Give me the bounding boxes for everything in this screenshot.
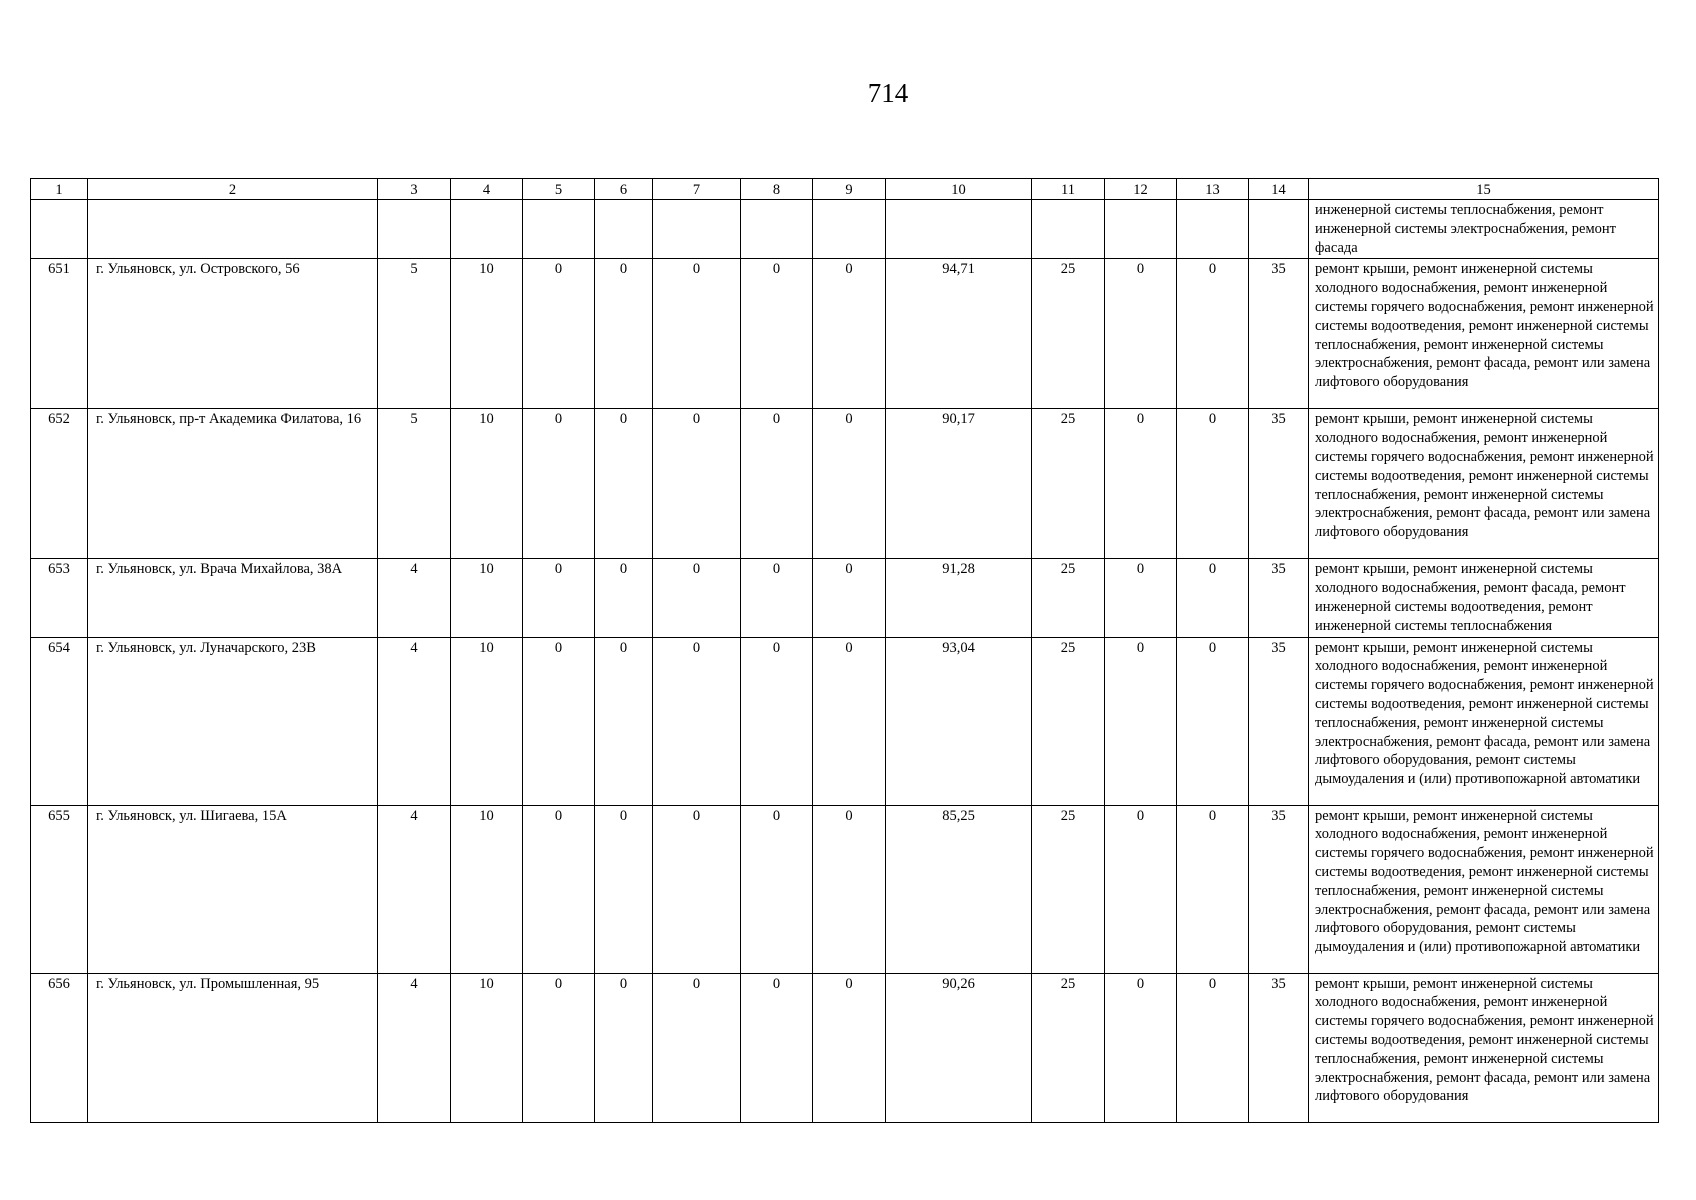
row-number: 651 [31,259,88,409]
value-cell: 0 [1105,259,1177,409]
value-cell: 4 [378,637,451,805]
value-cell: 25 [1032,805,1105,973]
row-number: 654 [31,637,88,805]
table-row [31,805,1659,973]
value-cell: 0 [741,637,813,805]
value-cell: 0 [741,805,813,973]
value-cell: 0 [595,973,653,1122]
registry-table [30,178,1659,1123]
value-cell: 0 [813,559,886,637]
value-cell: 0 [653,259,741,409]
column-header: 8 [741,179,813,200]
page-number: 714 [867,78,909,108]
value-cell: 90,17 [886,409,1032,559]
value-cell: 5 [378,259,451,409]
value-cell: 0 [653,973,741,1122]
column-header: 2 [88,179,378,200]
address-cell: г. Ульяновск, ул. Луначарского, 23В [88,637,378,805]
value-cell: 0 [1177,259,1249,409]
table-row [31,637,1659,805]
value-cell: 35 [1249,973,1309,1122]
value-cell: 10 [451,409,523,559]
value-cell: 4 [378,973,451,1122]
value-cell: 0 [1105,559,1177,637]
value-cell: 0 [523,973,595,1122]
value-cell: 0 [1105,805,1177,973]
value-cell: 0 [813,259,886,409]
value-cell: 0 [523,259,595,409]
value-cell: 10 [451,559,523,637]
column-header: 11 [1032,179,1105,200]
value-cell: 94,71 [886,259,1032,409]
works-cell: ремонт крыши, ремонт инженерной системы холодного водоснабжения, ремонт инженерной системы горячего водоснабжения, ремонт инженерной системы водоотведения, ремонт инженерной системы теплоснабжения, ремонт инженерной системы электроснабжения, ремонт фасада, ремонт или замена лифтового оборудования [1309,973,1659,1122]
value-cell: 25 [1032,409,1105,559]
value-cell: 0 [741,559,813,637]
column-header: 3 [378,179,451,200]
value-cell: 0 [595,637,653,805]
value-cell: 0 [741,409,813,559]
works-cell: ремонт крыши, ремонт инженерной системы холодного водоснабжения, ремонт инженерной системы горячего водоснабжения, ремонт инженерной системы водоотведения, ремонт инженерной системы теплоснабжения, ремонт инженерной системы электроснабжения, ремонт фасада, ремонт или замена лифтового оборудования, ремонт системы дымоудаления и (или) противопожарной автоматики [1309,805,1659,973]
value-cell: 0 [1105,409,1177,559]
value-cell: 0 [813,409,886,559]
column-header: 12 [1105,179,1177,200]
column-header: 7 [653,179,741,200]
value-cell: 0 [1177,409,1249,559]
value-cell: 85,25 [886,805,1032,973]
value-cell: 93,04 [886,637,1032,805]
column-header: 1 [31,179,88,200]
value-cell: 0 [813,973,886,1122]
value-cell: 0 [1177,973,1249,1122]
column-header: 5 [523,179,595,200]
works-cell: ремонт крыши, ремонт инженерной системы холодного водоснабжения, ремонт фасада, ремонт инженерной системы водоотведения, ремонт инженерной системы теплоснабжения [1309,559,1659,637]
works-cell: ремонт крыши, ремонт инженерной системы холодного водоснабжения, ремонт инженерной системы горячего водоснабжения, ремонт инженерной системы водоотведения, ремонт инженерной системы теплоснабжения, ремонт инженерной системы электроснабжения, ремонт фасада, ремонт или замена лифтового оборудования, ремонт системы дымоудаления и (или) противопожарной автоматики [1309,637,1659,805]
value-cell: 0 [653,637,741,805]
table-row [31,973,1659,1122]
column-header: 14 [1249,179,1309,200]
value-cell: 91,28 [886,559,1032,637]
value-cell: 35 [1249,559,1309,637]
value-cell: 35 [1249,259,1309,409]
value-cell: 25 [1032,637,1105,805]
value-cell: 25 [1032,973,1105,1122]
column-header: 4 [451,179,523,200]
value-cell: 35 [1249,409,1309,559]
value-cell: 4 [378,559,451,637]
value-cell: 0 [1105,637,1177,805]
value-cell: 10 [451,973,523,1122]
value-cell: 10 [451,637,523,805]
value-cell: 0 [523,409,595,559]
value-cell: 0 [1177,559,1249,637]
value-cell: 0 [523,559,595,637]
value-cell: 0 [595,259,653,409]
value-cell: 5 [378,409,451,559]
value-cell: 0 [595,559,653,637]
works-cell: инженерной системы теплоснабжения, ремонт инженерной системы электроснабжения, ремонт фасада [1309,200,1659,259]
value-cell: 0 [1177,805,1249,973]
works-cell: ремонт крыши, ремонт инженерной системы холодного водоснабжения, ремонт инженерной системы горячего водоснабжения, ремонт инженерной системы водоотведения, ремонт инженерной системы теплоснабжения, ремонт инженерной системы электроснабжения, ремонт фасада, ремонт или замена лифтового оборудования [1309,259,1659,409]
value-cell: 0 [595,409,653,559]
row-number: 656 [31,973,88,1122]
value-cell: 35 [1249,805,1309,973]
value-cell: 25 [1032,559,1105,637]
value-cell: 0 [653,805,741,973]
address-cell: г. Ульяновск, ул. Островского, 56 [88,259,378,409]
value-cell: 10 [451,805,523,973]
column-number-row [31,179,1659,200]
value-cell: 4 [378,805,451,973]
column-header: 15 [1309,179,1659,200]
value-cell: 0 [653,409,741,559]
address-cell: г. Ульяновск, пр-т Академика Филатова, 16 [88,409,378,559]
row-number: 655 [31,805,88,973]
table-row [31,559,1659,637]
value-cell: 0 [523,637,595,805]
continuation-row [31,200,1659,259]
value-cell: 25 [1032,259,1105,409]
value-cell: 0 [813,805,886,973]
column-header: 6 [595,179,653,200]
value-cell: 0 [523,805,595,973]
address-cell: г. Ульяновск, ул. Врача Михайлова, 38А [88,559,378,637]
row-number: 652 [31,409,88,559]
address-cell: г. Ульяновск, ул. Шигаева, 15А [88,805,378,973]
value-cell: 10 [451,259,523,409]
table-row [31,259,1659,409]
value-cell: 0 [741,259,813,409]
table-row [31,409,1659,559]
value-cell: 90,26 [886,973,1032,1122]
address-cell: г. Ульяновск, ул. Промышленная, 95 [88,973,378,1122]
value-cell: 35 [1249,637,1309,805]
works-cell: ремонт крыши, ремонт инженерной системы холодного водоснабжения, ремонт инженерной системы горячего водоснабжения, ремонт инженерной системы водоотведения, ремонт инженерной системы теплоснабжения, ремонт инженерной системы электроснабжения, ремонт фасада, ремонт или замена лифтового оборудования [1309,409,1659,559]
value-cell: 0 [1177,637,1249,805]
value-cell: 0 [741,973,813,1122]
column-header: 13 [1177,179,1249,200]
column-header: 10 [886,179,1032,200]
value-cell: 0 [595,805,653,973]
value-cell: 0 [813,637,886,805]
value-cell: 0 [1105,973,1177,1122]
row-number: 653 [31,559,88,637]
column-header: 9 [813,179,886,200]
value-cell: 0 [653,559,741,637]
